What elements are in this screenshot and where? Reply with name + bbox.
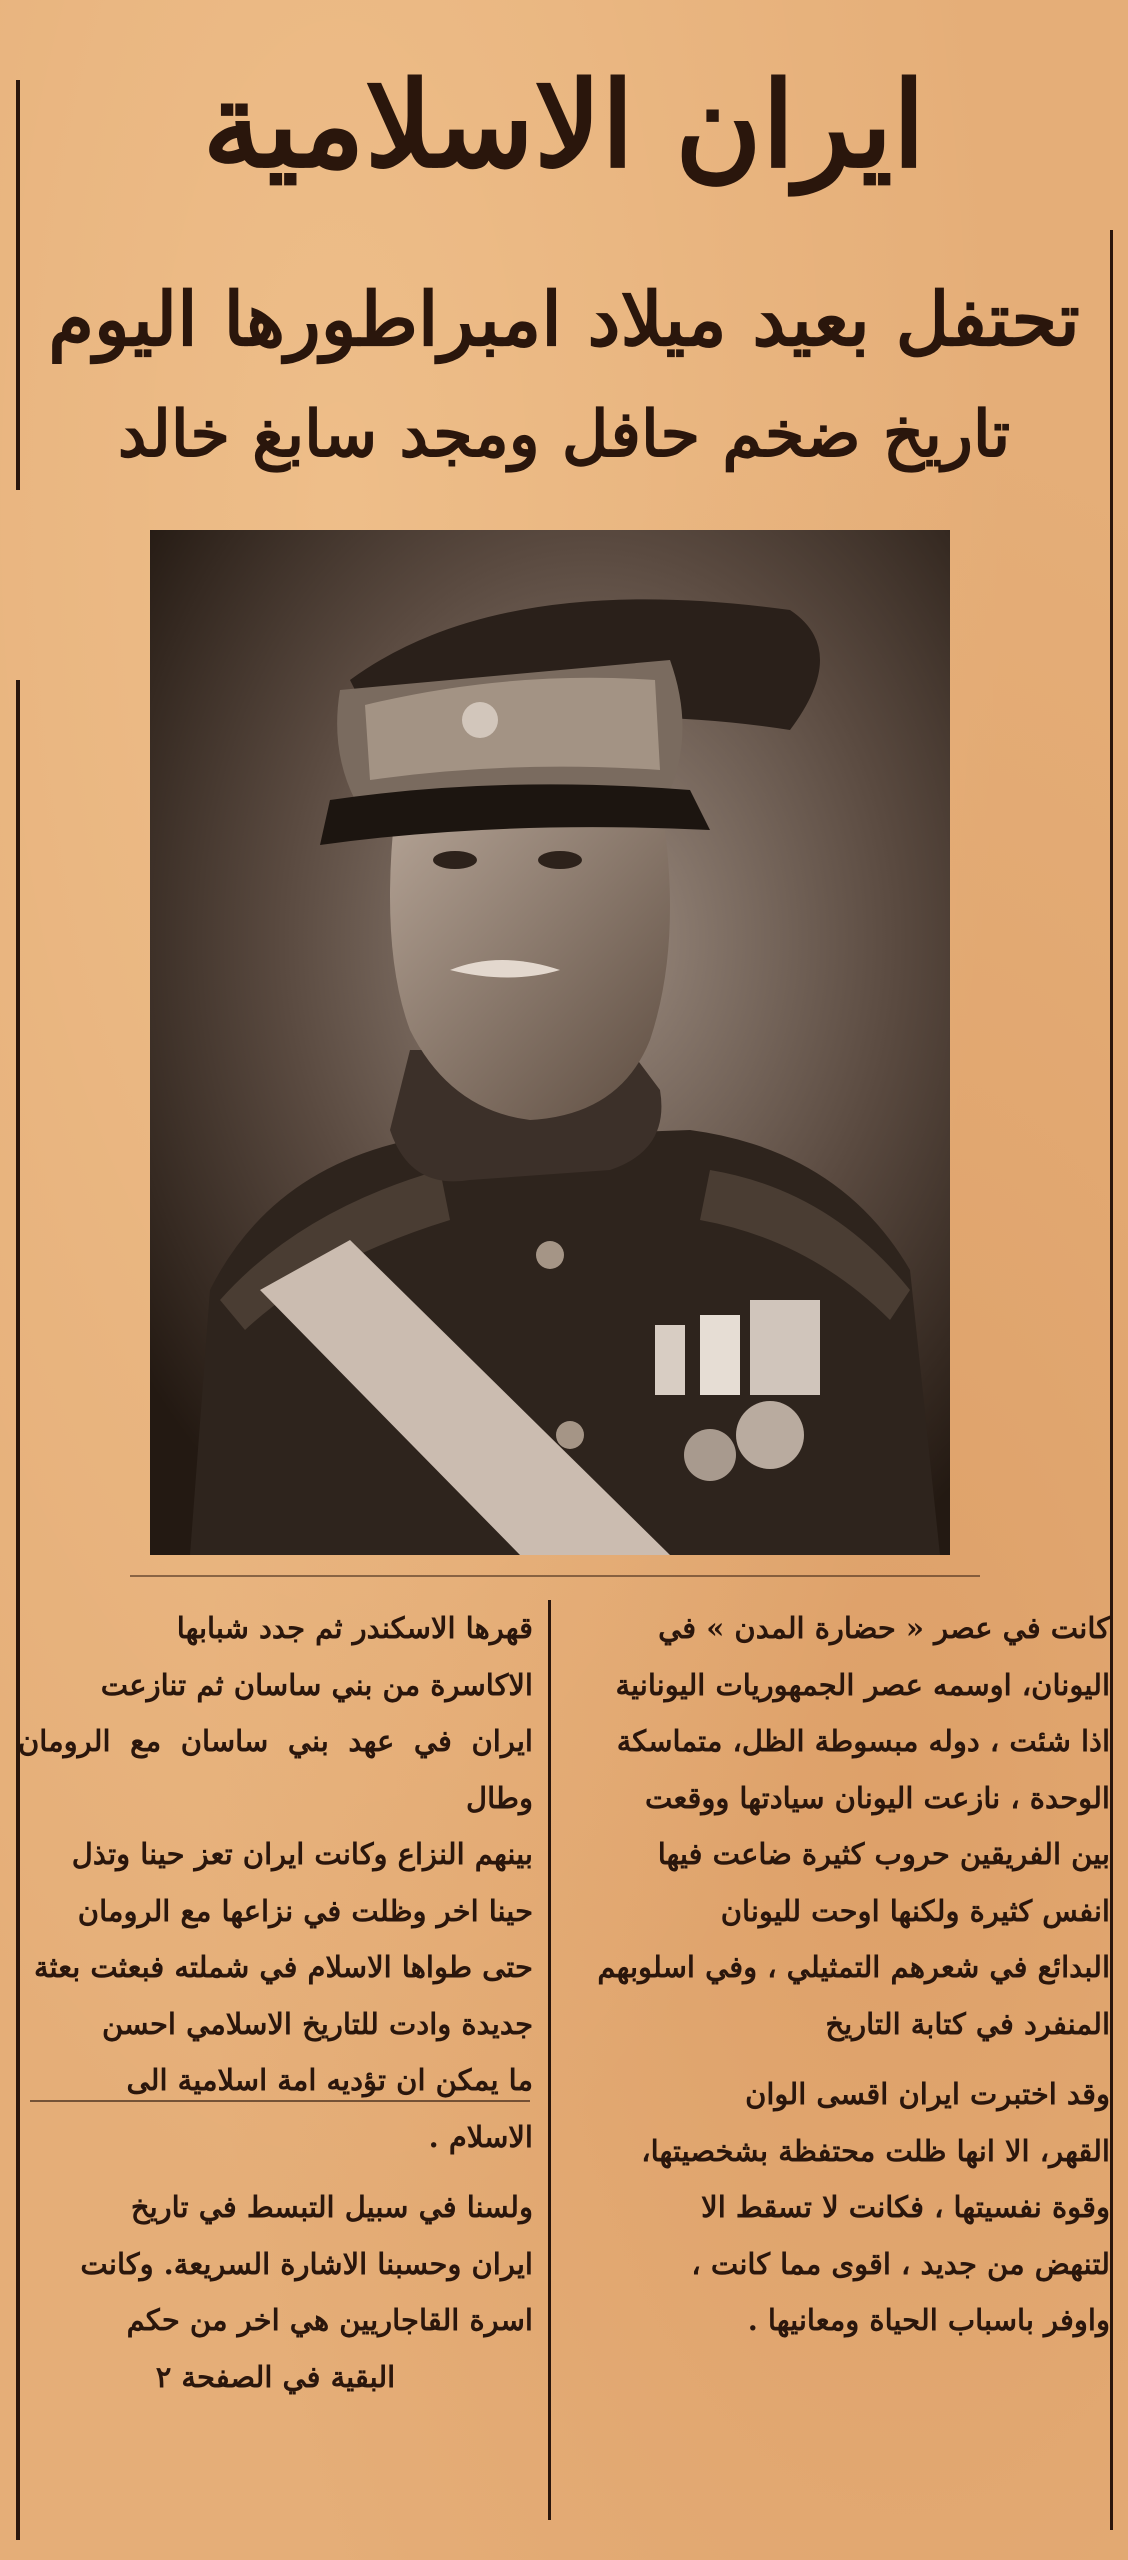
- article-line: المنفرد في كتابة التاريخ: [825, 2006, 1110, 2041]
- article-line: لتنهض من جديد ، اقوى مما كانت ،: [691, 2246, 1110, 2281]
- article-line: جديدة وادت للتاريخ الاسلامي احسن: [102, 2006, 533, 2041]
- article-line: الوحدة ، نازعت اليونان سيادتها ووقعت: [645, 1780, 1110, 1815]
- article-line: وقد اختبرت ايران اقسى الوان: [745, 2077, 1110, 2111]
- article-line: انفس كثيرة ولكنها اوحت لليونان: [720, 1893, 1110, 1928]
- column-divider: [548, 1600, 551, 2520]
- article-line: اليونان، اوسمه عصر الجمهوريات اليونانية: [615, 1667, 1110, 1702]
- article-line: ايران في عهد بني ساسان مع الرومان وطال: [18, 1724, 533, 1815]
- article-line: كانت في عصر « حضارة المدن » في: [658, 1611, 1110, 1645]
- article-line: القهر، الا انها ظلت محتفظة بشخصيتها،: [641, 2133, 1110, 2168]
- article-line: الاكاسرة من بني ساسان ثم تنازعت: [100, 1667, 533, 1702]
- article-line: واوفر باسباب الحياة ومعانيها .: [747, 2303, 1110, 2337]
- article-line: اسرة القاجاريين هي اخر من حكم: [126, 2303, 533, 2337]
- article-line: ما يمكن ان تؤديه امة اسلامية الى: [126, 2063, 533, 2097]
- headline-subtitle: تحتفل بعيد ميلاد امبراطورها اليوم: [48, 277, 1080, 363]
- article-line: البدائع في شعرهم التمثيلي ، وفي اسلوبهم: [597, 1950, 1110, 1984]
- article-line: ايران وحسبنا الاشارة السريعة. وكانت: [80, 2246, 533, 2281]
- right-border-rule: [1110, 230, 1113, 2530]
- article-line: اذا شئت ، دوله مبسوطة الظل، متماسكة: [616, 1724, 1110, 1758]
- article-line: حتى طواها الاسلام في شملته فبعثت بعثة: [33, 1950, 533, 1984]
- article-line: وقوة نفسيتها ، فكانت لا تسقط الا: [701, 2190, 1110, 2224]
- photo-caption-rule: [130, 1575, 980, 1577]
- article-line: الاسلام .: [428, 2119, 533, 2154]
- article-line: قهرها الاسكندر ثم جدد شبابها: [176, 1611, 533, 1645]
- article-line: ولسنا في سبيل التبسط في تاريخ: [130, 2190, 533, 2224]
- continued-note: البقية في الصفحة ٢: [155, 2359, 396, 2394]
- article-line: حينا اخر وظلت في نزاعها مع الرومان: [77, 1893, 533, 1928]
- portrait-illustration: [150, 530, 950, 1555]
- headline-title: ايران الاسلامية: [202, 55, 926, 194]
- article-line: بينهم النزاع وكانت ايران تعز حينا وتذل: [71, 1837, 533, 1871]
- portrait-photo: [150, 530, 950, 1555]
- article-column-right: [565, 1600, 1110, 2349]
- left-border-rule: [16, 80, 20, 490]
- headline-byline: تاريخ ضخم حافل ومجد سابغ خالد: [117, 397, 1011, 472]
- article-column-left: [18, 1600, 533, 2405]
- article-line: بين الفريقين حروب كثيرة ضاعت فيها: [657, 1837, 1110, 1871]
